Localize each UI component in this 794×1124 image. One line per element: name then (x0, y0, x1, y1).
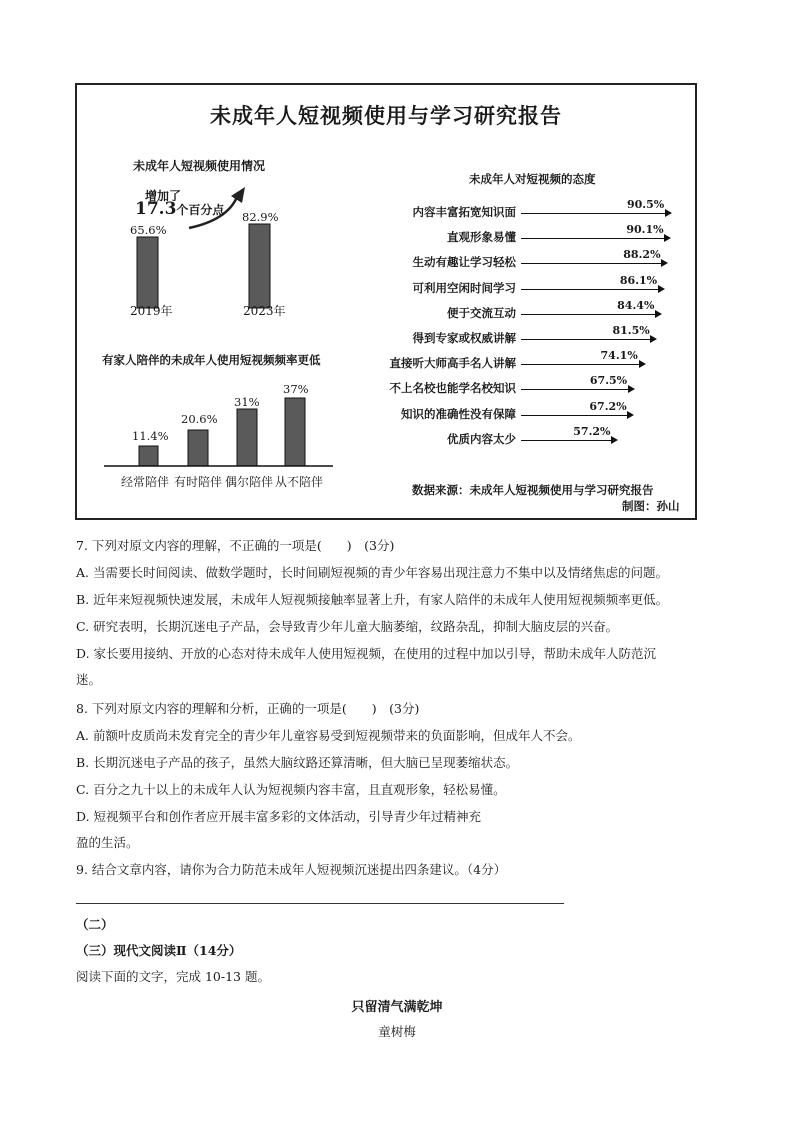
q8-option-d-cont: 盈的生活。 (76, 835, 139, 850)
attitude-row-label: 生动有趣让学习轻松 (412, 255, 516, 270)
attitude-value-label: 67.2% (589, 399, 627, 413)
q7-stem: 7. 下列对原文内容的理解，不正确的一项是( ) (3分) (76, 538, 395, 553)
attitude-row-label: 得到专家或权威讲解 (412, 331, 516, 345)
section-part3: （三）现代文阅读Ⅱ（14分） (76, 943, 242, 958)
source-note: 数据来源：未成年人短视频使用与学习研究报告 (412, 483, 654, 497)
attitude-arrow-head (658, 285, 665, 293)
attitude-arrow-head (639, 360, 646, 368)
q8-option-b: B. 长期沉迷电子产品的孩子，虽然大脑纹路还算清晰，但大脑已呈现萎缩状态。 (76, 755, 519, 770)
accompany-value-never: 37% (283, 382, 309, 396)
increase-unit: 个百分点 (176, 203, 225, 217)
attitude-row-label: 便于交流互动 (447, 305, 516, 320)
attitude-arrow-head (650, 335, 657, 343)
attitude-value-label: 86.1% (619, 273, 658, 287)
section-part2: （二） (76, 917, 114, 932)
q8-option-c: C. 百分之九十以上的未成年人认为短视频内容丰富，且直观形象，轻松易懂。 (76, 782, 506, 797)
accompany-cat-often: 经常陪伴 (121, 475, 170, 489)
attitude-value-label: 90.1% (626, 223, 664, 237)
article-author: 童树梅 (378, 1024, 416, 1039)
reading-instruction: 阅读下面的文字，完成 10-13 题。 (76, 969, 270, 984)
increase-number: 17.3 (135, 199, 177, 219)
attitude-row-label: 优质内容太少 (447, 431, 516, 446)
usage-chart (77, 175, 337, 320)
usage-bar-2019 (137, 237, 158, 308)
increase-value (135, 199, 224, 219)
q8-option-a: A. 前额叶皮质尚未发育完全的青少年儿童容易受到短视频带来的负面影响，但成年人不会。 (76, 728, 581, 743)
q7-option-c: C. 研究表明，长期沉迷电子产品，会导致青少年儿童大脑萎缩，纹路杂乱，抑制大脑皮层的兴奋。 (76, 619, 619, 634)
q7-option-a: A. 当需要长时间阅读、做数学题时，长时间刷短视频的青少年容易出现注意力不集中以及情绪焦虑的问题。 (76, 565, 668, 580)
attitude-arrow-head (627, 411, 634, 419)
infographic-title: 未成年人短视频使用与学习研究报告 (210, 103, 562, 128)
credit-note: 制图：孙山 (622, 499, 680, 513)
usage-bar-2023 (249, 224, 270, 308)
q7-option-d: D. 家长要用接纳、开放的心态对待未成年人使用短视频，在使用的过程中加以引导，帮助未成年人防范沉 (76, 646, 657, 661)
q9-stem: 9. 结合文章内容，请你为合力防范未成年人短视频沉迷提出四条建议。（4分） (76, 862, 507, 877)
accompany-bar-occasional (237, 409, 257, 466)
attitude-row-label: 直观形象易懂 (447, 230, 516, 245)
attitude-arrow-bar (521, 213, 667, 214)
accompany-value-occasional: 31% (234, 395, 260, 409)
accompany-value-often: 11.4% (132, 429, 169, 443)
attitude-arrow-head (664, 234, 671, 242)
attitude-row-label: 直接听大师高手名人讲解 (389, 356, 516, 371)
attitude-arrow-head (628, 385, 635, 393)
attitude-arrow-head (661, 259, 668, 267)
attitude-arrow-bar (521, 339, 652, 340)
attitude-chart-title: 未成年人对短视频的态度 (469, 172, 596, 186)
attitude-arrow-bar (521, 314, 657, 315)
attitude-value-label: 74.1% (600, 349, 638, 363)
attitude-value-label: 81.5% (612, 324, 650, 337)
attitude-arrow-bar (521, 364, 641, 365)
answer-line (76, 903, 564, 904)
accompany-cat-sometimes: 有时陪伴 (174, 475, 223, 489)
accompany-bar-never (285, 398, 305, 466)
increase-label-top: 增加了 (145, 189, 182, 203)
accompany-cat-occasional: 偶尔陪伴 (225, 475, 274, 489)
attitude-row-label: 不上名校也能学名校知识 (389, 381, 516, 396)
attitude-value-label: 90.5% (627, 198, 665, 211)
increase-arrow-head (231, 187, 245, 203)
accompany-value-sometimes: 20.6% (181, 412, 218, 426)
attitude-value-label: 67.5% (589, 374, 628, 388)
q7-option-b: B. 近年来短视频快速发展，未成年人短视频接触率显著上升，有家人陪伴的未成年人使用短视频频率更低。 (76, 592, 669, 607)
attitude-arrow-bar (521, 238, 666, 239)
usage-label-2019: 2019年 (130, 304, 173, 318)
q7-option-d-cont: 迷。 (76, 672, 102, 687)
article-title: 只留清气满乾坤 (351, 1000, 443, 1015)
attitude-arrow-head (611, 436, 618, 444)
attitude-arrow-bar (521, 415, 629, 416)
accompany-bar-often (139, 446, 158, 466)
attitude-arrow-head (655, 310, 662, 318)
usage-chart-title: 未成年人短视频使用情况 (133, 159, 266, 173)
attitude-arrow-bar (521, 389, 630, 390)
attitude-row-label: 知识的准确性没有保障 (401, 406, 516, 421)
usage-label-2023: 2023年 (243, 304, 286, 318)
attitude-value-label: 84.4% (617, 298, 655, 312)
attitude-row-label: 内容丰富拓宽知识面 (412, 205, 516, 219)
q8-stem: 8. 下列对原文内容的理解和分析，正确的一项是( ) (3分) (76, 701, 420, 716)
attitude-value-label: 88.2% (623, 248, 661, 262)
accompany-cat-never: 从不陪伴 (275, 475, 324, 489)
attitude-value-label: 57.2% (573, 424, 611, 438)
attitude-arrow-bar (521, 440, 613, 441)
accompany-bar-sometimes (188, 430, 208, 466)
infographic-box (75, 83, 697, 520)
attitude-row-label: 可利用空闲时间学习 (412, 280, 516, 295)
usage-label-2019-value: 65.6% (130, 223, 167, 237)
q8-option-d: D. 短视频平台和创作者应开展丰富多彩的文体活动，引导青少年过精神充 (76, 809, 482, 824)
attitude-arrow-bar (521, 289, 660, 290)
attitude-arrow-head (665, 209, 672, 217)
accompany-chart-title: 有家人陪伴的未成年人使用短视频频率更低 (102, 353, 321, 367)
attitude-arrow-bar (521, 263, 663, 264)
usage-label-2023-value: 82.9% (242, 210, 279, 224)
